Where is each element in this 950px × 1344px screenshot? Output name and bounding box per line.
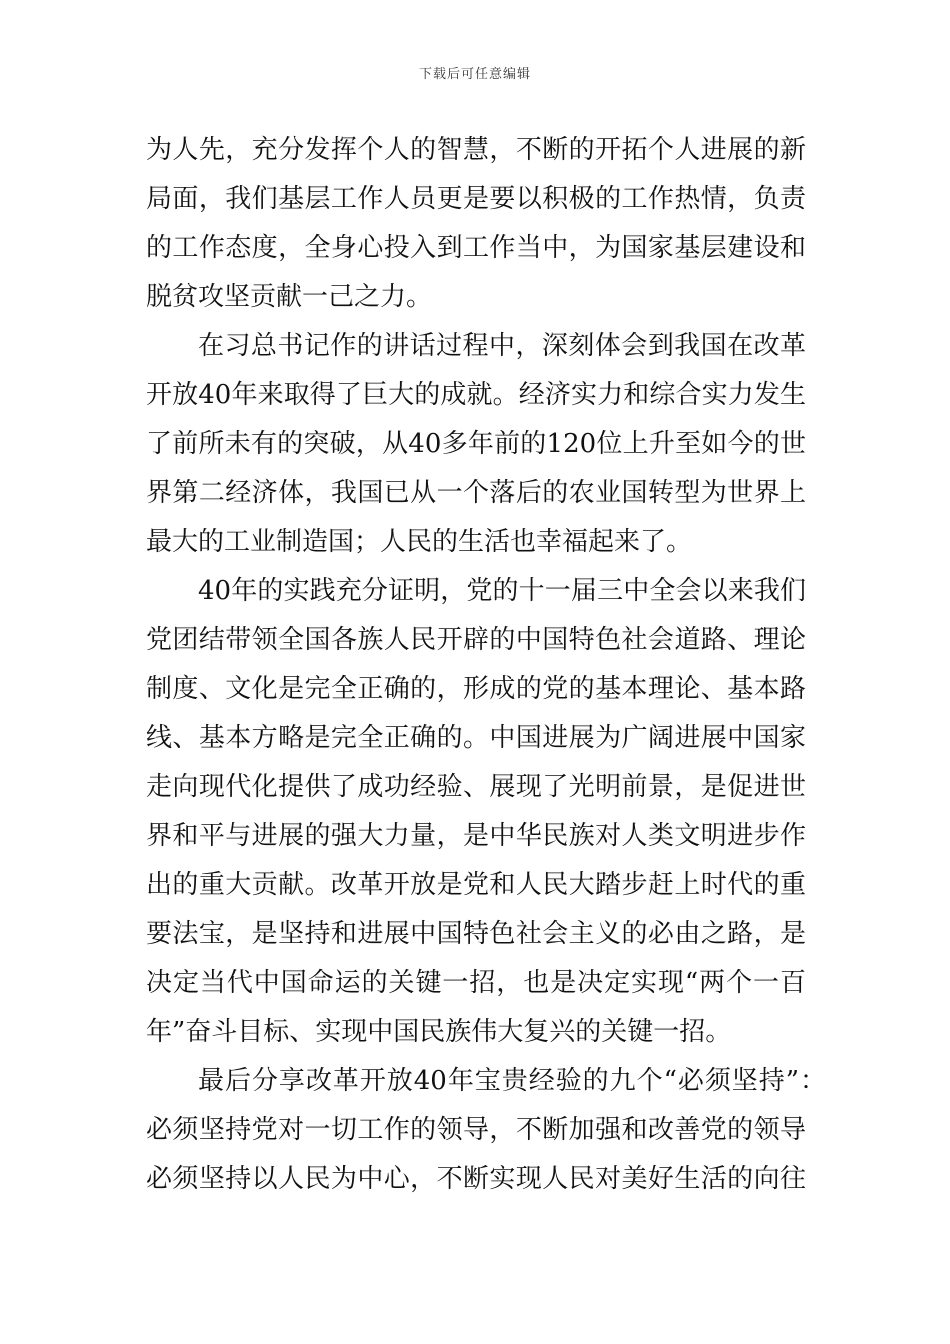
text-line: 必须坚持党对一切工作的领导，不断加强和改善党的领导	[146, 1115, 806, 1145]
text-line: 最后分享改革开放40年宝贵经验的九个“必须坚持”：	[198, 1066, 826, 1096]
paragraph	[146, 126, 806, 322]
text-line: 为人先，充分发挥个人的智慧，不断的开拓个人进展的新	[146, 135, 806, 165]
text-line: 要法宝，是坚持和进展中国特色社会主义的必由之路，是	[146, 919, 806, 949]
text-line: 了前所未有的突破，从40多年前的120位上升至如今的世	[146, 429, 806, 459]
text-line: 界和平与进展的强大力量，是中华民族对人类文明进步作	[146, 821, 806, 851]
text-line: 界第二经济体，我国已从一个落后的农业国转型为世界上	[146, 478, 806, 508]
paragraph	[146, 322, 806, 567]
text-line: 必须坚持以人民为中心，不断实现人民对美好生活的向往	[146, 1164, 806, 1194]
paragraph	[146, 1057, 826, 1204]
text-line: 走向现代化提供了成功经验、展现了光明前景，是促进世	[146, 772, 806, 802]
page-header: 下载后可任意编辑	[418, 67, 531, 82]
text-line: 脱贫攻坚贡献一己之力。	[146, 282, 433, 312]
document-body	[146, 126, 826, 1204]
text-line: 制度、文化是完全正确的，形成的党的基本理论、基本路	[146, 674, 806, 704]
text-line: 局面，我们基层工作人员更是要以积极的工作热情，负责	[146, 184, 806, 214]
paragraph	[146, 567, 806, 1057]
text-line: 出的重大贡献。改革开放是党和人民大踏步赶上时代的重	[146, 870, 806, 900]
text-line: 线、基本方略是完全正确的。中国进展为广阔进展中国家	[146, 723, 806, 753]
text-line: 党团结带领全国各族人民开辟的中国特色社会道路、理论	[146, 625, 806, 655]
text-line: 最大的工业制造国；人民的生活也幸福起来了。	[146, 527, 693, 557]
text-line: 在习总书记作的讲话过程中，深刻体会到我国在改革	[198, 331, 806, 361]
text-line: 开放40年来取得了巨大的成就。经济实力和综合实力发生	[146, 380, 806, 410]
text-line: 决定当代中国命运的关键一招，也是决定实现“两个一百	[146, 968, 806, 998]
text-line: 40年的实践充分证明，党的十一届三中全会以来我们	[198, 576, 806, 606]
text-line: 的工作态度，全身心投入到工作当中，为国家基层建设和	[146, 233, 806, 263]
text-line: 年”奋斗目标、实现中国民族伟大复兴的关键一招。	[146, 1017, 732, 1047]
